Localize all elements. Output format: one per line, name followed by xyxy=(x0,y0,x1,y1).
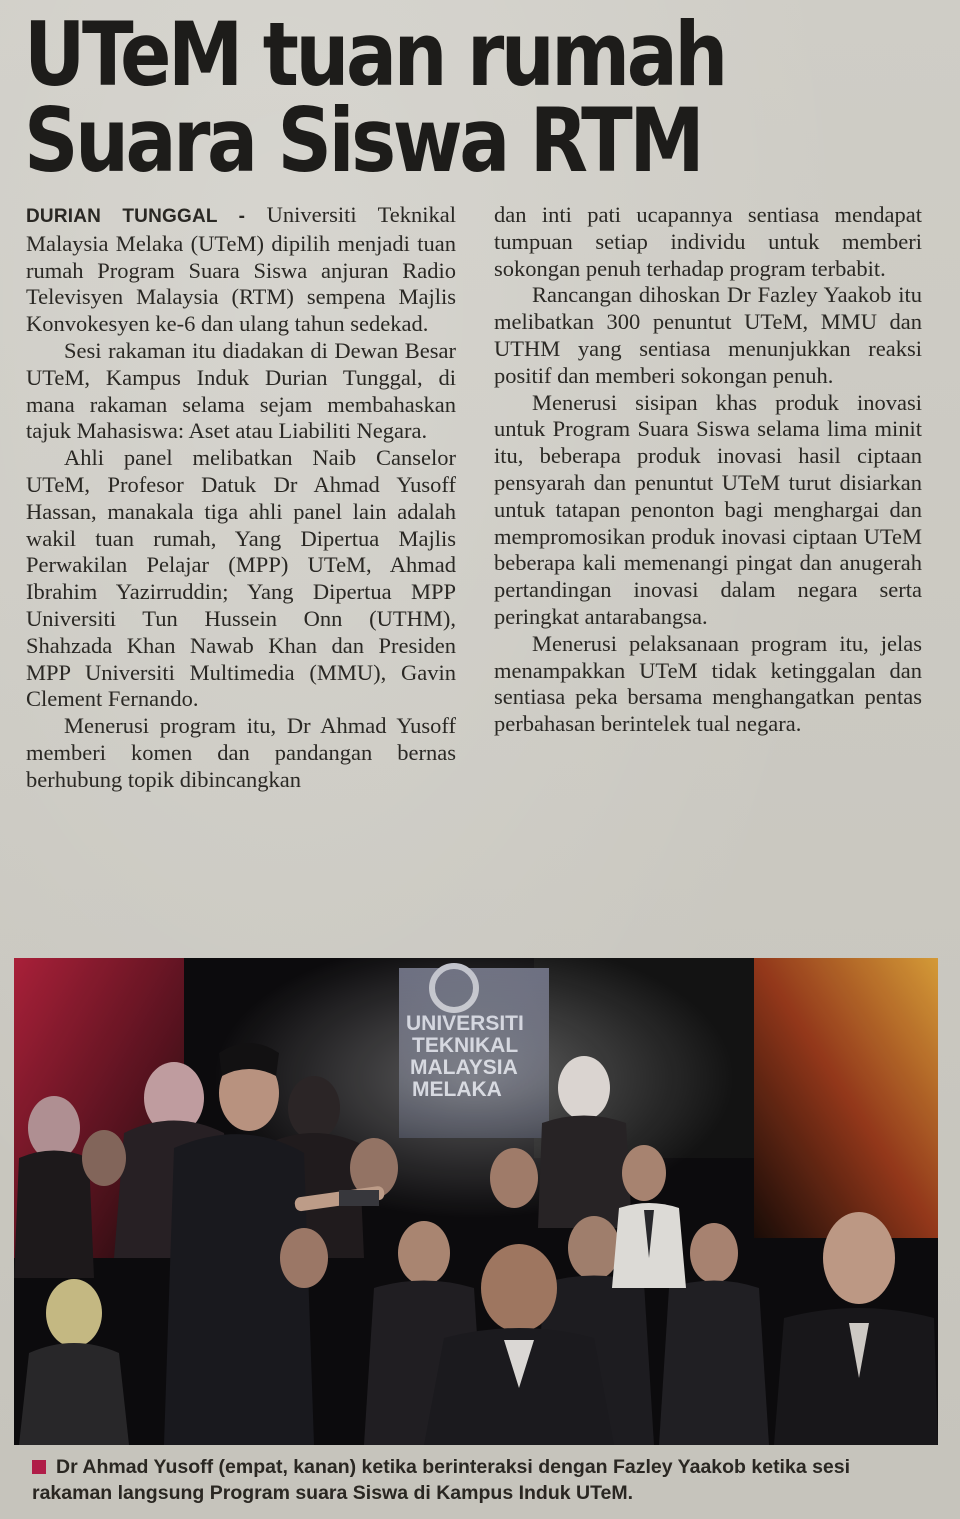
paragraph-5: dan inti pati ucapannya sentiasa mendapat tumpuan setiap individu untuk memberi sokongan penuh terhadap program terbabit. xyxy=(494,202,922,281)
caption-text: Dr Ahmad Yusoff (empat, kanan) ketika berinteraksi dengan Fazley Yaakob ketika sesi rakaman langsung Program suara Siswa di Kampus Induk UTeM. xyxy=(32,1456,851,1504)
headline xyxy=(24,3,798,192)
paragraph-2: Sesi rakaman itu diadakan di Dewan Besar UTeM, Kampus Induk Durian Tunggal, di mana rakaman selama sejam membahaskan tajuk Mahasiswa: Aset atau Liabiliti Negara. xyxy=(26,337,456,444)
paragraph-1-text: Universiti Teknikal Malaysia Melaka (UTeM) dipilih menjadi tuan rumah Program Suara Siswa anjuran Radio Televisyen Malaysia (RTM) sempena Majlis Konvokesyen ke-6 dan ulang tahun sedekad. xyxy=(26,202,457,337)
paragraph-8: Menerusi pelaksanaan program itu, jelas menampakkan UTeM tidak ketinggalan dan sentiasa peka bersama menghangatkan pentas perbahasan berintelek tual negara. xyxy=(494,630,922,737)
headline-line-1: UTeM tuan rumah xyxy=(24,3,725,106)
dateline: DURIAN TUNGGAL - xyxy=(26,206,246,227)
article-column-right xyxy=(494,202,922,738)
caption-bullet-icon xyxy=(32,1460,46,1474)
photo-caption xyxy=(32,1454,912,1506)
paragraph-1 xyxy=(26,202,456,338)
paragraph-6: Rancangan dihoskan Dr Fazley Yaakob itu melibatkan 300 penuntut UTeM, MMU dan UTHM yang sentiasa menunjukkan reaksi positif dan memberi sokongan penuh. xyxy=(494,282,922,388)
news-photo xyxy=(14,958,938,1445)
paragraph-4: Menerusi program itu, Dr Ahmad Yusoff memberi komen dan pandangan bernas berhubung topik dibincangkan xyxy=(26,713,456,792)
paragraph-7: Menerusi sisipan khas produk inovasi untuk Program Suara Siswa selama lima minit itu, beberapa produk inovasi hasil ciptaan pensyarah dan penuntut UTeM turut disiarkan untuk tatapan penonton bagi menghargai dan mempromosikan produk inovasi ciptaan UTeM beberapa kali memenangi pingat dan anugerah pertandingan inovasi dalam negara serta peringkat antarabangsa. xyxy=(494,389,922,629)
photo-scene xyxy=(14,958,938,1445)
paragraph-3: Ahli panel melibatkan Naib Canselor UTeM, Profesor Datuk Dr Ahmad Yusoff Hassan, manakala tiga ahli panel lain adalah wakil tuan rumah, Yang Dipertua Majlis Perwakilan Pelajar (MPP) UTeM, Ahmad Ibrahim Yazirruddin; Yang Dipertua MPP Universiti Tun Hussein Onn (UTHM), Shahzada Khan Nawab Khan dan Presiden MPP Universiti Multimedia (MMU), Gavin Clement Fernando. xyxy=(26,445,456,712)
headline-line-2: Suara Siswa RTM xyxy=(24,89,702,192)
article-column-left xyxy=(26,202,456,794)
